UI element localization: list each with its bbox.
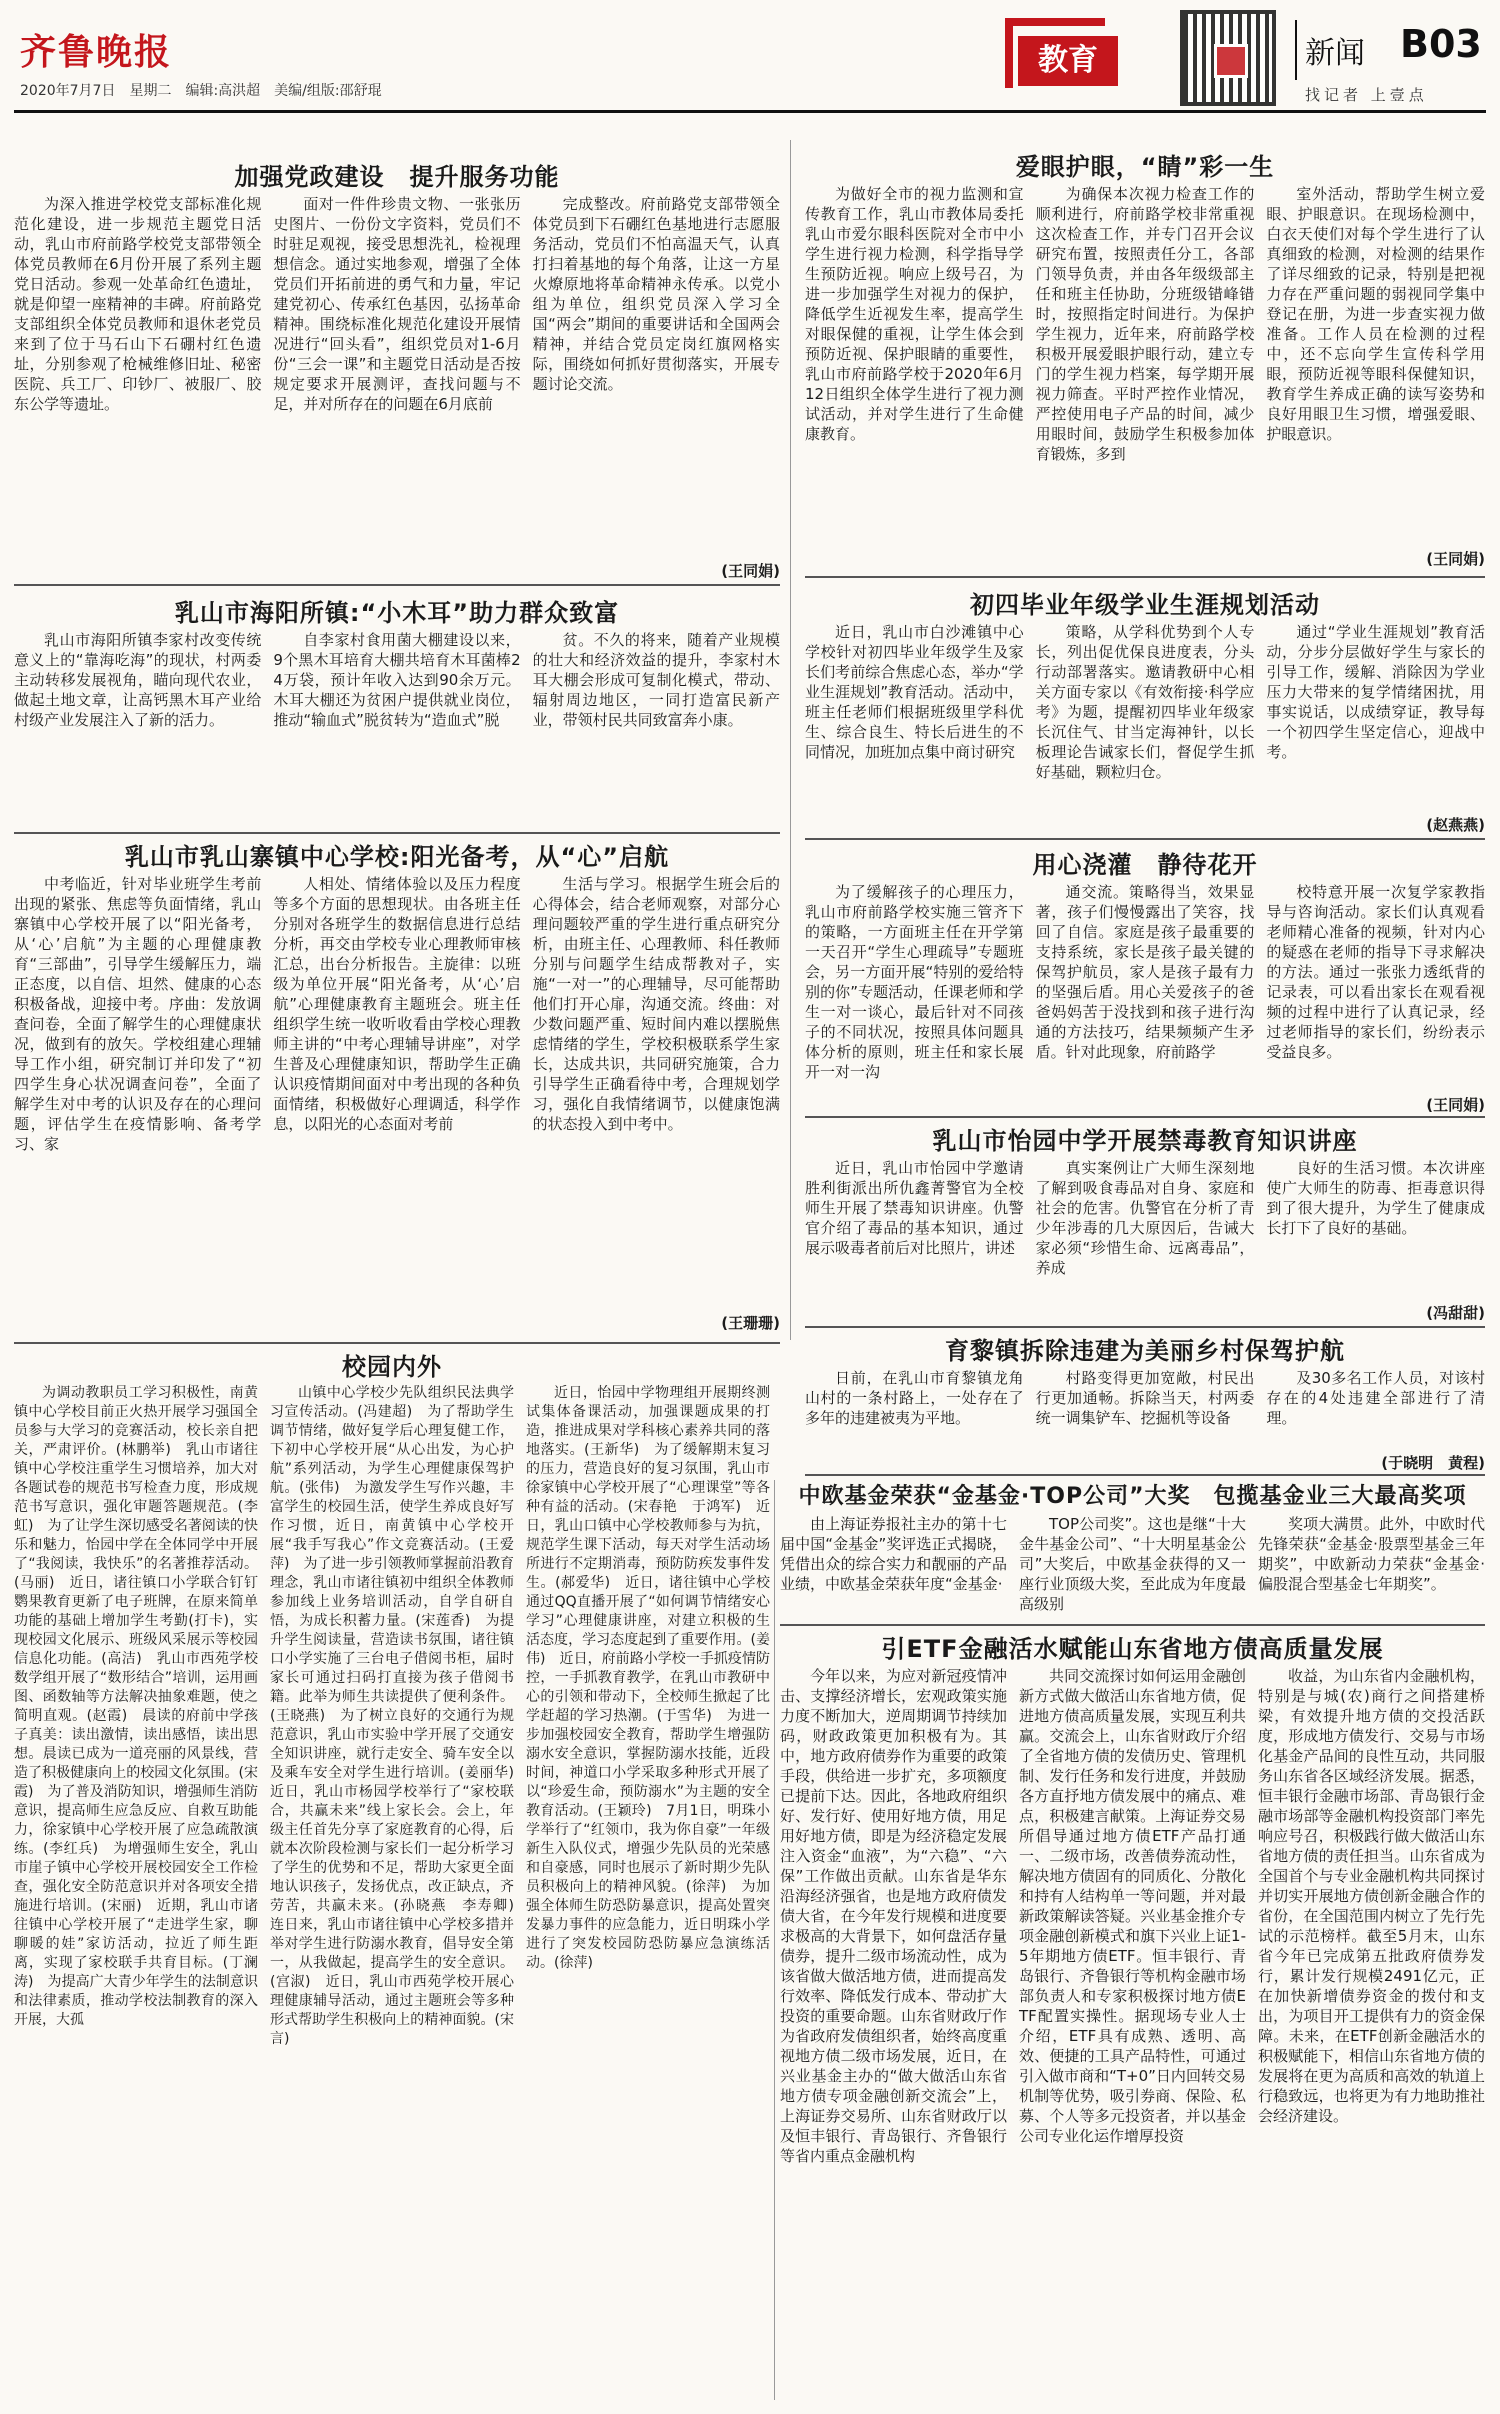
article-col: 由上海证券报社主办的第十七届中国“金基金”奖评选正式揭晓，凭借出众的综合实力和靓丽的产品业绩，中欧基金荣获年度“金基金·	[780, 1515, 1007, 1593]
article-col: 校特意开展一次复学家教指导与咨询活动。家长们认真观看老师精心准备的视频，针对内心的疑惑在老师的指导下寻求解决的方法。通过一张张力透纸背的记录表，可以看出家长在观看视频的过程中进行了认真记录，经过老师指导的家长们，纷纷表示受益良多。	[1266, 883, 1486, 1061]
article-col: 为做好全市的视力监测和宣传教育工作，乳山市教体局委托乳山市爱尔眼科医院对全市中小学生进行视力检测，科学指导学生预防近视。响应上级号召，为进一步加强学生对视力的保护，降低学生近视发生率，提高学生对眼保健的重视，让学生体会到预防近视、保护眼睛的重要性，乳山市府前路学校于2020年6月12日组织全体学生进行了视力测试活动，并对学生进行了生命健康教育。	[805, 185, 1024, 443]
article-career-planning	[805, 588, 1485, 828]
briefs-col: 近日，怡园中学物理组开展期终测试集体备课活动，加强课题成果的打造，推进成果对学科核心素养共同的落地落实。(王新华) 为了缓解期末复习的压力，营造良好的复习氛围，乳山市徐家镇中心学校开展了“心理课堂”等各种有益的活动。(宋春艳 于鸿军) 近日，乳山口镇中心学校教师参与为抗，规范学生课下活动，每天对学生活动场所进行不定期消毒，预防防疾发事件发生。(郝爱华) 近日，诸往镇中心学校通过QQ直播开展了“如何调节情绪安心学习”心理健康讲座，对建立积极的生活态度，学习态度起到了重要作用。(姜伟) 近日，府前路小学校一手抓疫情防控，一手抓教育教学，在乳山市教研中心的引领和带动下，全校师生掀起了比学赶超的学习热潮。(于雪华) 为进一步加强校园安全教育，帮助学生增强防溺水安全意识，掌握防溺水技能，近段时间，神道口小学采取多种形式开展了以“珍爱生命，预防溺水”为主题的安全教育活动。(王颖玲) 7月1日，明珠小学举行了“红领巾，我为你自豪”一年级新生入队仪式，增强少先队员的光荣感和自豪感，同时也展示了新时期少先队员积极向上的精神风貌。(徐萍) 为加强全体师生防恐防暴意识，提高处置突发暴力事件的应急能力，近日明珠小学进行了突发校园防恐防暴应急演练活动。(徐萍)	[526, 1385, 770, 1971]
article-eye-care	[805, 150, 1485, 570]
byline: (于晓明 黄程)	[1381, 1454, 1485, 1472]
byline: (冯甜甜)	[1426, 1304, 1485, 1322]
article-col: 自李家村食用菌大棚建设以来，9个黑木耳培育大棚共培育木耳菌棒24万袋，预计年收入达到90余万元。木耳大棚还为贫困户提供就业岗位，推动“输血式”脱贫转为“造血式”脱	[273, 631, 521, 729]
dateline	[20, 80, 382, 100]
section-rule	[14, 1342, 780, 1344]
byline: (王珊珊)	[721, 1314, 780, 1332]
article-col: 共同交流探讨如何运用金融创新方式做大做活山东省地方债，促进地方债高质量发展，实现互利共赢。交流会上，山东省财政厅介绍了全省地方债的发债历史、管理机制、发行任务和发行进度，并鼓励各方直抒地方债发展中的痛点、难点，积极建言献策。上海证券交易所倡导通过地方债ETF产品打通一、二级市场，改善债券流动性，解决地方债固有的同质化、分散化和持有人结构单一等问题，并对最新政策解读答疑。兴业基金推介专项金融创新模式和旗下兴业上证1-5年期地方债ETF。恒丰银行、青岛银行、齐鲁银行等机构金融市场部负责人和专家积极探讨地方债ETF配置实操性。据现场专业人士介绍，ETF具有成熟、透明、高效、便捷的工具产品特性，可通过引入做市商和“T+0”日内回转交易机制等优势，吸引券商、保险、私募、个人等多元投资者，并以基金公司专业化运作增厚投资	[1019, 1667, 1246, 2145]
article-col: 策略，从学科优势到个人专长，列出促优保良进度表，分头行动部署落实。邀请教研中心相关方面专家以《有效衔接·科学应考》为题，提醒初四毕业年级家长沉住气、甘当定海神针，以长板理论告诫家长们，督促学生抓好基础，颗粒归仓。	[1035, 623, 1255, 781]
article-col: 真实案例让广大师生深刻地了解到吸食毒品对自身、家庭和社会的危害。仇警官在分析了青少年涉毒的几大原因后，告诫大家必须“珍惜生命、远离毒品”，养成	[1035, 1159, 1255, 1277]
article-col: TOP公司奖”。这也是继“十大金牛基金公司”、“十大明星基金公司”大奖后，中欧基金获得的又一座行业顶级大奖，至此成为年度最高级别	[1019, 1515, 1246, 1613]
article-col: 良好的生活习惯。本次讲座使广大师生的防毒、拒毒意识得到了很大提升，为学生了健康成长打下了良好的基础。	[1266, 1159, 1486, 1237]
article-title: 用心浇灌 静待花开	[1032, 851, 1258, 879]
section-tag: 教育	[1018, 36, 1118, 86]
article-title: 加强党政建设 提升服务功能	[234, 163, 560, 191]
article-anti-drug	[805, 1124, 1485, 1322]
article-sunshine-exam	[14, 840, 780, 1336]
article-col: 村路变得更加宽敞，村民出行更加通畅。拆除当天，村两委统一调集铲车、挖掘机等设备	[1035, 1369, 1255, 1427]
byline: (王同娟)	[1426, 550, 1485, 568]
section-rule	[780, 1624, 1485, 1626]
section-rule	[805, 1326, 1485, 1328]
article-col: 为了缓解孩子的心理压力，乳山市府前路学校实施三管齐下的策略，一方面班主任在开学第一天召开“学生心理疏导”专题班会，另一方面开展“特别的爱给特别的你”专题活动，任课老师和学生一对一谈心，最后针对不同孩子的不同状况，按照具体问题具体分析的原则，班主任和家长展开一对一沟	[805, 883, 1024, 1081]
article-col: 通过“学业生涯规划”教育活动，分步分层做好学生与家长的引导工作，缓解、消除因为学业压力大带来的复学情绪困扰，用事实说话，以成绩穿证，教导每一个初四学生坚定信心，迎战中考。	[1266, 623, 1486, 761]
article-nurture	[805, 848, 1485, 1112]
article-fund-award	[780, 1480, 1485, 1620]
date: 2020年7月7日	[20, 83, 116, 99]
article-title: 乳山市怡园中学开展禁毒教育知识讲座	[932, 1127, 1358, 1155]
masthead	[0, 0, 1500, 150]
column-divider	[774, 1480, 775, 2400]
art-editor: 美编/组版:邵舒琨	[274, 83, 382, 99]
article-col: 近日，乳山市怡园中学邀请胜利街派出所仇鑫菁警官为全校师生开展了禁毒知识讲座。仇警官介绍了毒品的基本知识，通过展示吸毒者前后对比照片，讲述	[805, 1159, 1024, 1257]
article-col: 乳山市海阳所镇李家村改变传统意义上的“靠海吃海”的现状，村两委主动转移发展视角，瞄向现代农业，做起土地文章，让高钙黑木耳产业给村级产业发展注入了新的活力。	[14, 631, 262, 729]
article-title: 育黎镇拆除违建为美丽乡村保驾护航	[945, 1337, 1345, 1365]
article-etf	[780, 1632, 1485, 2402]
page-section: 新闻	[1305, 36, 1365, 71]
section-rule	[805, 576, 1485, 578]
weekday: 星期二	[129, 83, 172, 99]
article-title: 引ETF金融活水赋能山东省地方债高质量发展	[881, 1635, 1384, 1663]
section-rule	[805, 1116, 1485, 1118]
article-col: 为确保本次视力检查工作的顺利进行，府前路学校非常重视这次检查工作，并专门召开会议研究布置，按照责任分工，各部门领导负责，并由各年级级部主任和班主任协助，分班级错峰错时，按照指定时间进行。为保护学生视力，近年来，府前路学校积极开展爱眼护眼行动，建立专门的学生视力档案，每学期开展视力筛查。平时严控作业情况，严控使用电子产品的时间，减少用眼时间，鼓励学生积极参加体育锻炼，多到	[1035, 185, 1255, 463]
article-title: 中欧基金荣获“金基金·TOP公司”大奖 包揽基金业三大最高奖项	[798, 1484, 1467, 1509]
article-col: 今年以来，为应对新冠疫情冲击、支撑经济增长，宏观政策实施力度不断加大，逆周期调节持续加码，财政政策更加积极有为。其中，地方政府债券作为重要的政策手段，供给进一步扩充，多项额度已提前下达。因此，各地政府组织好、发行好、使用好地方债，用足用好地方债，即是为经济稳定发展注入资金“血液”，为“六稳”、“六保”工作做出贡献。山东省是华东沿海经济强省，也是地方政府债发债大省，在今年发行规模和进度要求极高的大背景下，如何盘活存量债券，提升二级市场流动性，成为该省做大做活地方债，进而提高发行效率、降低发行成本、带动扩大投资的重要命题。山东省财政厅作为省政府发债组织者，始终高度重视地方债二级市场发展，近日，在兴业基金主办的“做大做活山东省地方债专项金融创新交流会”上，上海证券交易所、山东省财政厅以及恒丰银行、青岛银行、齐鲁银行等省内重点金融机构	[780, 1667, 1007, 2165]
column-divider	[790, 140, 791, 1340]
article-col: 近日，乳山市白沙滩镇中心学校针对初四毕业年级学生及家长们考前综合焦虑心态，举办“学业生涯规划”教育活动。活动中，班主任老师们根据班级里学科优生、综合良生、特长后进生的不同情况，加班加点集中商讨研究	[805, 623, 1024, 761]
article-col: 收益，为山东省内金融机构，特别是与城(农)商行之间搭建桥梁，有效提升地方债的交投活跃度，形成地方债发行、交易与市场化基金产品间的良性互动，共同服务山东省各区域经济发展。据悉，恒丰银行金融市场部、青岛银行金融市场部等金融机构投资部门率先响应号召，积极践行做大做活山东省地方债的责任担当。山东省成为全国首个与专业金融机构共同探讨并切实开展地方债创新金融合作的省份，在全国范围内树立了先行先试的示范榜样。截至5月末，山东省今年已完成第五批政府债券发行，累计发行规模2491亿元，正在加快新增债券资金的拨付和支出，为项目开工提供有力的资金保障。未来，在ETF创新金融活水的积极赋能下，相信山东省地方债的发展将在更为高质和高效的轨道上行稳致远，也将更为有力地助推社会经济建设。	[1258, 1667, 1485, 2125]
briefs-col: 为调动教职员工学习积极性，南黄镇中心学校目前正火热开展学习强国全员参与大学习的竞赛活动，校长亲自把关，严肃评价。(林鹏举) 乳山市诸往镇中心学校注重学生习惯培养，加大对各题试卷的规范书写检查力度，形成规范书写意识，强化审题答题规范。(李虹) 为了让学生深切感受名著阅读的快乐和魅力，怡园中学在全体同学中开展了“我阅读，我快乐”的名著推荐活动。(马丽) 近日，诸往镇口小学联合钉钉鹦果教育更新了电子班牌，在原来简单功能的基础上增加学生考勤(打卡)，实现校园文化展示、班级风采展示等校园信息化功能。(高洁) 乳山市西苑学校数学组开展了“数形结合”培训，运用画图、函数轴等方法解决抽象难题，使之简明直观。(赵霞) 晨读的府前中学孩子真美：读出激情，读出感悟，读出思想。晨读已成为一道亮丽的风景线，营造了积极健康向上的校园文化氛围。(宋霞) 为了普及消防知识，增强师生消防意识，提高师生应急反应、自救互助能力，徐家镇中心学校开展了应急疏散演练。(李红兵) 为增强师生安全，乳山市崖子镇中心学校开展校园安全工作检查，强化安全防范意识并对各项安全措施进行培训。(宋丽) 近期，乳山市诸往镇中心学校开展了“走进学生家，聊聊暖的娃”家访活动，拉近了师生距离，实现了家校联手共育目标。(丁澜涛) 为提高广大青少年学生的法制意识和法律素质，推动学校法制教育的深入开展，大孤	[14, 1385, 258, 2028]
article-col: 室外活动，帮助学生树立爱眼、护眼意识。在现场检测中，白衣天使们对每个学生进行了认真细致的检测，对检测的结果作了详尽细致的记录，特别是把视力存在严重问题的弱视同学集中登记在册，为进一步查实视力做准备。工作人员在检测的过程中，还不忘向学生宣传科学用眼，预防近视等眼科保健知识，教育学生养成正确的读写姿势和良好用眼卫生习惯，增强爱眼、护眼意识。	[1266, 185, 1486, 443]
article-demolition	[805, 1334, 1485, 1470]
article-col: 中考临近，针对毕业班学生考前出现的紧张、焦虑等负面情绪，乳山寨镇中心学校开展了以“阳光备考，从‘心’启航”为主题的心理健康教育“三部曲”，引导学生缓解压力，端正态度，以自信、坦然、健康的心态积极备战，迎接中考。序曲：发放调查问卷，全面了解学生的心理健康状况，做到有的放矢。学校组建心理辅导工作小组，研究制订并印发了“初四学生身心状况调查问卷”，全面了解学生对中考的认识及存在的心理问题，评估学生在疫情影响、备考学习、家	[14, 875, 262, 1153]
article-title: 乳山市海阳所镇:“小木耳”助力群众致富	[174, 599, 620, 627]
article-title: 爱眼护眼，“睛”彩一生	[1015, 153, 1275, 181]
newspaper-logo: 齐鲁晚报	[20, 31, 173, 73]
article-col: 面对一件件珍贵文物、一张张历史图片、一份份文字资料，党员们不时驻足观视，接受思想洗礼，检视理想信念。通过实地参观，增强了全体党员们开拓前进的勇气和力量，牢记建党初心、传承红色基因，弘扬革命精神。围绕标准化规范化建设开展情况进行“回头看”，组织党员对1-6月份“三会一课”和主题党日活动是否按规定要求开展测评，查找问题与不足，并对所存在的问题在6月底前	[273, 195, 521, 413]
article-col: 完成整改。府前路党支部带领全体党员到下石硼红色基地进行志愿服务活动，党员们不怕高温天气，认真打扫着基地的每个角落，让这一方星火燎原地将革命精神永传承。以党小组为单位，组织党员深入学习全国“两会”期间的重要讲话和全国两会精神，并结合党员定岗红旗网格实际，围绕如何抓好贯彻落实，开展专题讨论交流。	[532, 195, 780, 393]
briefs-col: 山镇中心学校少先队组织民法典学习宣传活动。(冯建超) 为了帮助学生调节情绪，做好复学后心理复健工作，下初中心学校开展“从心出发，为心护航”系列活动，为学生心理健康保驾护航。(张伟) 为激发学生写作兴趣，丰富学生的校园生活，使学生养成良好写作习惯，近日，南黄镇中心学校开展“我手写我心”作文竞赛活动。(王爱萍) 为了进一步引领教师掌握前沿教育理念，乳山市诸往镇初中组织全体教师参加线上业务培训活动，自学自研自悟，为成长积蓄力量。(宋莲香) 为提升学生阅读量，营造读书氛围，诸往镇口小学实施了三台电子借阅书柜，届时家长可通过扫码打直接为孩子借阅书籍。此举为师生共读提供了便利条件。(王晓燕) 为了树立良好的交通行为规范意识，乳山市实验中学开展了交通安全知识讲座，就行走安全、骑车安全以及乘车安全对学生进行培训。(姜丽华) 近日，乳山市杨园学校举行了“家校联合，共赢未来”线上家长会。会上，年级主任首先分享了家庭教育的心得，后就本次阶段检测与家长们一起分析学习了学生的优势和不足，帮助大家更全面地认识孩子，发扬优点，改正缺点，齐劳苦，共赢未来。(孙晓燕 李寿卿) 连日来，乳山市诸往镇中心学校多措并举对学生进行防溺水教育，倡导安全第一，从我做起，提高学生的安全意识。(宫淑) 近日，乳山市西苑学校开展心理健康辅导活动，通过主题班会等多种形式帮助学生积极向上的精神面貌。(宋言)	[270, 1385, 528, 2047]
article-fungus	[14, 596, 780, 826]
article-col: 贫。不久的将来，随着产业规模的壮大和经济效益的提升，李家村木耳大棚会形成可复制化模式，带动、辐射周边地区，一同打造富民新产业，带领村民共同致富奔小康。	[532, 631, 780, 729]
article-col: 通交流。策略得当，效果显著，孩子们慢慢露出了笑容，找回了自信。家庭是孩子最重要的支持系统，家长是孩子最关键的保驾护航员，家人是孩子最有力的坚强后盾。用心关爱孩子的爸爸妈妈苦于没找到和孩子进行沟通的方法技巧，结果频频产生矛盾。针对此现象，府前路学	[1035, 883, 1255, 1061]
article-col: 及30多名工作人员，对该村存在的4处违建全部进行了清理。	[1266, 1369, 1486, 1427]
article-col: 为深入推进学校党支部标准化规范化建设，进一步规范主题党日活动，乳山市府前路学校党支部带领全体党员教师在6月份开展了系列主题党日活动。参观一处革命红色遗址，就是仰望一座精神的丰碑。府前路党支部组织全体党员教师和退休老党员来到了位于马石山下石硼村红色遗址，分别参观了枪械维修旧址、秘密医院、兵工厂、印钞厂、被服厂、胶东公学等遗址。	[14, 195, 262, 413]
briefs-title: 校园内外	[342, 1353, 442, 1381]
section-rule	[14, 584, 780, 586]
section-rule	[805, 1474, 1485, 1476]
editor: 编辑:高洪超	[185, 83, 261, 99]
article-title: 初四毕业年级学业生涯规划活动	[970, 591, 1320, 619]
section-rule	[805, 838, 1485, 840]
article-col: 奖项大满贯。此外，中欧时代先锋荣获“金基金·股票型基金三年期奖”，中欧新动力荣获“金基金·偏股混合型基金七年期奖”。	[1258, 1515, 1485, 1593]
page-number: B03	[1400, 22, 1482, 66]
article-title: 乳山市乳山寨镇中心学校:阳光备考，从“心”启航	[124, 843, 670, 871]
reporter-line: 找记者 上壹点	[1305, 86, 1428, 104]
byline: (王同娟)	[1426, 1096, 1485, 1114]
article-col: 人相处、情绪体验以及压力程度等多个方面的思想现状。由各班主任分别对各班学生的数据信息进行总结分析，再交由学校专业心理教师审核汇总，出台分析报告。主旋律：以班级为单位开展“阳光备考，从‘心’启航”心理健康教育主题班会。班主任组织学生统一收听收看由学校心理教师主讲的“中考心理辅导讲座”，对学生普及心理健康知识，帮助学生正确认识疫情期间面对中考出现的各种负面情绪，积极做好心理调适，科学作息，以阳光的心态面对考前	[273, 875, 521, 1133]
article-col: 生活与学习。根据学生班会后的心得体会，结合老师观察，对部分心理问题较严重的学生进行重点研究分析，由班主任、心理教师、科任教师分别与问题学生结成帮教对子，实施“一对一”的心理辅导，尽可能帮助他们打开心扉，沟通交流。终曲：对少数问题严重、短时间内难以摆脱焦虑情绪的学生，学校积极联系学生家长，达成共识，共同研究施策，合力引导学生正确看待中考，合理规划学习，强化自我情绪调节，以健康饱满的状态投入到中考中。	[532, 875, 780, 1133]
briefs-section	[14, 1350, 770, 2402]
article-party-building	[14, 160, 780, 580]
article-col: 日前，在乳山市育黎镇龙角山村的一条村路上，一处存在了多年的违建被夷为平地。	[805, 1369, 1024, 1427]
divider	[1295, 20, 1297, 80]
byline: (赵燕燕)	[1426, 816, 1485, 834]
header-rule	[14, 110, 1486, 113]
section-rule	[14, 832, 780, 834]
qr-code-icon	[1180, 10, 1276, 106]
byline: (王同娟)	[721, 562, 780, 580]
